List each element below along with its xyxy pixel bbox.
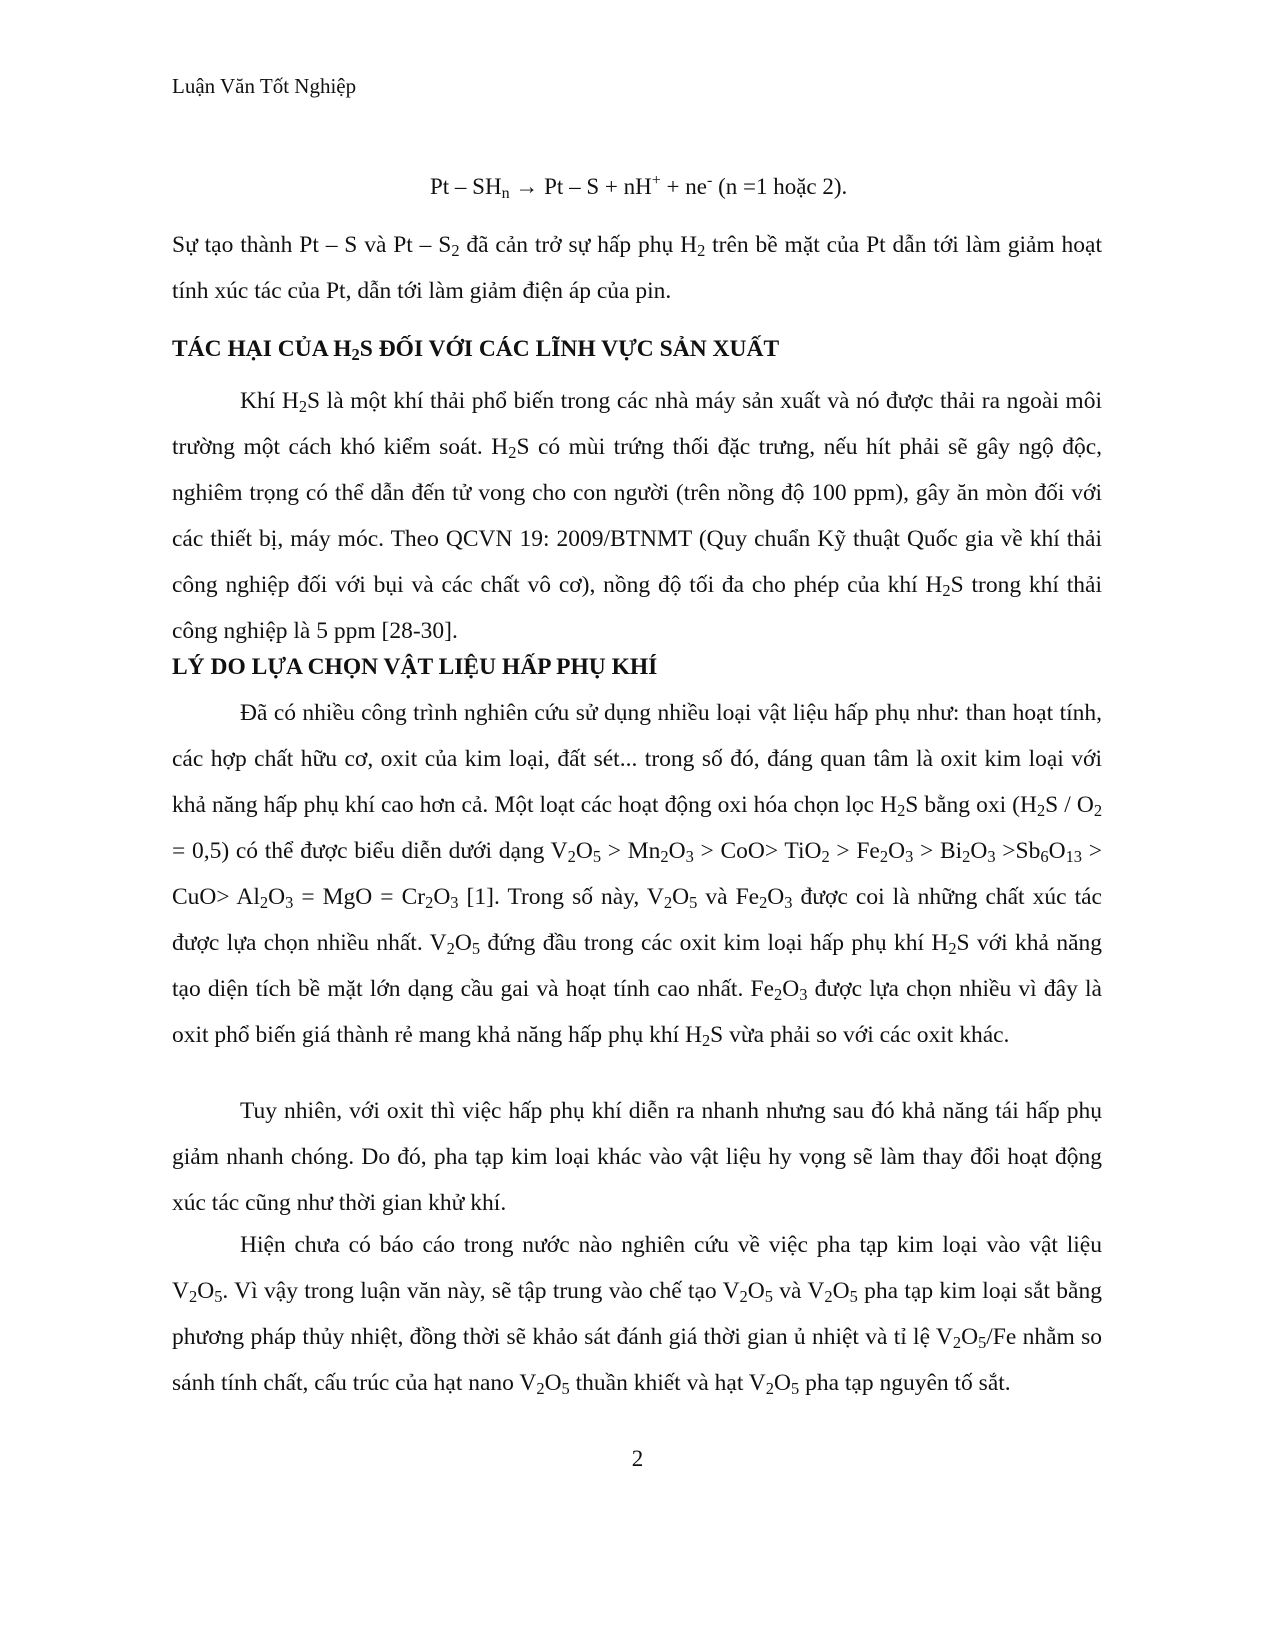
paragraph-h2s-harm: Khí $H_2S$ là một khí thải phổ biến trong các nhà máy sản xuất và nó được thải ra ngoài môi trường một cách khó kiểm soát. $H_2S$ có mùi trứng thối đặc trưng, nếu hít phải sẽ gây ngộ độc, nghiêm trọng có thể dẫn đến tử vong cho con người (trên nồng độ 100 ppm), gây ăn mòn đối với các thiết bị, máy móc. Theo QCVN 19: 2009/BTNMT (Quy chuẩn Kỹ thuật Quốc gia về khí thải công nghiệp đối với bụi và các chất vô cơ), nồng độ tối đa cho phép của khí $H_2S$ trong khí thải công nghiệp là 5 ppm [28-30]. xyxy=(172,388,1102,644)
reaction-formula: $Pt - SH_n \to Pt - S + nH^+ + ne^-$ (n =1 hoặc 2). xyxy=(430,172,848,203)
paragraph-doping-rationale: Tuy nhiên, với oxit thì việc hấp phụ khí diễn ra nhanh nhưng sau đó khả năng tái hấp phụ giảm nhanh chóng. Do đó, pha tạp kim loại khác vào vật liệu hy vọng sẽ làm thay đổi hoạt động xúc tác cũng như thời gian khử khí. xyxy=(172,1098,1102,1216)
section-heading-material-choice: LÝ DO LỰA CHỌN VẬT LIỆU HẤP PHỤ KHÍ xyxy=(172,654,658,680)
section-heading-h2s-harm: TÁC HẠI CỦA $H_2S$ ĐỐI VỚI CÁC LĨNH VỰC SẢN XUẤT xyxy=(172,336,780,365)
paragraph-adsorbent-materials: Đã có nhiều công trình nghiên cứu sử dụng nhiều loại vật liệu hấp phụ như: than hoạt tính, các hợp chất hữu cơ, oxit của kim loại, đất sét... trong số đó, đáng quan tâm là oxit kim loại với khả năng hấp phụ khí cao hơn cả. Một loạt các hoạt động oxi hóa chọn lọc $H_2S$ bằng oxi $(H_2S / O_2 = 0,5)$ có thể được biểu diễn dưới dạng $V_2O_5 > Mn_2O_3 > CoO> TiO_2 > Fe_2O_3 > Bi_2O_3 >Sb_6O_{13} > CuO> Al_2O_3$ = MgO = $Cr_2O_3$ [1]. Trong số này, $V_2O_5$ và $Fe_2O_3$ được coi là những chất xúc tác được lựa chọn nhiều nhất. $V_2O_5$ đứng đầu trong các oxit kim loại hấp phụ khí $H_2S$ với khả năng tạo diện tích bề mặt lớn dạng cầu gai và hoạt tính cao nhất. $Fe_2O_3$ được lựa chọn nhiều vì đây là oxit phổ biến giá thành rẻ mang khả năng hấp phụ khí $H_2S$ vừa phải so với các oxit khác. xyxy=(172,700,1103,1051)
running-header: Luận Văn Tốt Nghiệp xyxy=(172,74,357,98)
paragraph-pt-s-formation: Sự tạo thành Pt – S và Pt – $S_2$ đã cản trở sự hấp phụ $H_2$ trên bề mặt của Pt dẫn tới làm giảm hoạt tính xúc tác của Pt, dẫn tới làm giảm điện áp của pin. xyxy=(172,232,1102,304)
paragraph-thesis-scope: Hiện chưa có báo cáo trong nước nào nghiên cứu về việc pha tạp kim loại vào vật liệu $V_2O_5$. Vì vậy trong luận văn này, sẽ tập trung vào chế tạo $V_2O_5$ và $V_2O_5$ pha tạp kim loại sắt bằng phương pháp thủy nhiệt, đồng thời sẽ khảo sát đánh giá thời gian ủ nhiệt và tỉ lệ $V_2O_5/Fe$ nhằm so sánh tính chất, cấu trúc của hạt nano $V_2O_5$ thuần khiết và hạt $V_2O_5$ pha tạp nguyên tố sắt. xyxy=(172,1232,1102,1399)
page-number: 2 xyxy=(631,1446,644,1471)
